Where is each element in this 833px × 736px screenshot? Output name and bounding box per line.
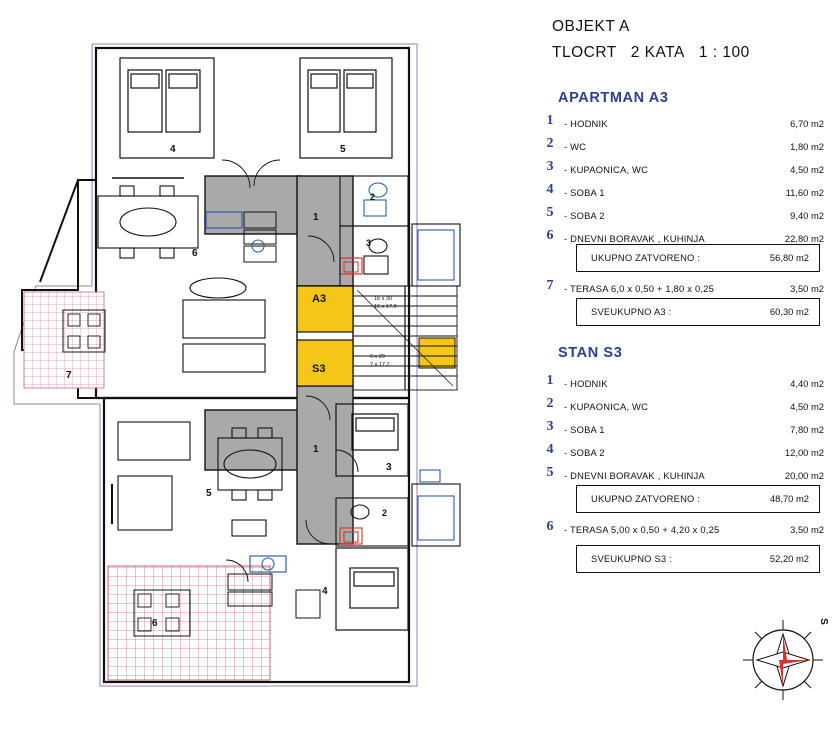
title-plan-scale: 1 : 100 [698,44,750,61]
svg-text:5: 5 [206,488,212,499]
row-area: 4,40 m2 [790,378,824,389]
total-closed-box-s3 [576,485,820,513]
row-number: 1 [546,373,554,388]
title-plan-floor: 2 KATA [630,44,685,61]
row-label: - TERASA 6,0 x 0,50 + 1,80 x 0,25 [564,283,715,294]
terrace-upper [24,292,105,388]
room-bed-4-lower [336,548,408,630]
row-area: 20,00 m2 [784,470,824,481]
row-label: - DNEVNI BORAVAK , KUHINJA [564,233,705,244]
svg-text:16 x 30: 16 x 30 [374,296,393,302]
row-label: - WC [564,141,587,152]
list-item [542,115,832,135]
row-number: 6 [546,519,554,534]
svg-text:4: 4 [170,144,176,155]
terrace-lower [108,566,270,680]
svg-text:3: 3 [366,238,372,248]
row-number: 5 [546,465,554,480]
grand-total-box-s3 [576,545,820,573]
title-plan-label: TLOCRT [552,44,617,61]
list-item [542,184,832,204]
svg-text:7 x 17.7: 7 x 17.7 [370,362,390,368]
row-number: 4 [546,182,554,197]
svg-text:16 x 17.0: 16 x 17.0 [374,304,397,310]
list-item [542,444,832,464]
svg-text:6 x 29: 6 x 29 [370,354,385,360]
row-area: 4,50 m2 [790,164,824,175]
list-item [542,467,832,487]
row-area: 12,00 m2 [784,447,824,458]
title-plan [552,44,750,62]
row-number: 2 [546,396,554,411]
row-number: 4 [546,442,554,457]
list-item [542,521,832,541]
list-item [542,375,832,395]
total-closed-label: UKUPNO ZATVORENO : [591,493,701,504]
row-area: 3,50 m2 [790,283,824,294]
grand-total-label: SVEUKUPNO S3 : [591,553,672,564]
list-item [542,398,832,418]
unit-label-a3: A3 [312,293,327,305]
list-item [542,421,832,441]
row-label: - HODNIK [564,378,608,389]
row-area: 9,40 m2 [790,210,824,221]
row-number: 5 [546,205,554,220]
row-label: - SOBA 2 [564,210,605,221]
compass-south-label: S [818,618,830,625]
unit-label-s3: S3 [312,363,326,375]
list-item [542,138,832,158]
section-heading-stan-s3: STAN S3 [558,345,623,361]
section-heading-apartman-a3: APARTMAN A3 [558,90,669,106]
row-area: 1,80 m2 [790,141,824,152]
grand-total-label: SVEUKUPNO A3 : [591,306,672,317]
row-number: 3 [546,159,554,174]
row-label: - HODNIK [564,118,608,129]
list-item [542,207,832,227]
svg-text:5: 5 [340,144,346,155]
total-closed-label: UKUPNO ZATVORENO : [591,252,701,263]
row-label: - TERASA 5,00 x 0,50 + 4,20 x 0,25 [564,524,720,535]
svg-text:6: 6 [152,618,158,629]
row-label: - SOBA 1 [564,424,605,435]
grand-total-area: 60,30 m2 [769,306,809,317]
info-panel [530,0,833,736]
row-label: - SOBA 1 [564,187,605,198]
total-closed-area: 56,80 m2 [769,252,809,263]
list-item [542,280,832,300]
row-area: 3,50 m2 [790,524,824,535]
compass-rose [735,612,831,708]
title-object: OBJEKT A [552,18,630,35]
svg-text:2: 2 [370,192,376,202]
row-area: 4,50 m2 [790,401,824,412]
svg-text:1: 1 [313,444,319,455]
room-bed-5 [300,58,392,158]
furniture-sofa-upper [183,278,265,372]
grand-total-box-a3 [576,298,820,326]
row-number: 6 [546,228,554,243]
list-item [542,161,832,181]
row-number: 7 [546,278,554,293]
total-closed-box-a3 [576,244,820,272]
svg-text:6: 6 [192,248,198,259]
grand-total-area: 52,20 m2 [769,553,809,564]
row-label: - KUPAONICA, WC [564,401,649,412]
room-bath-lower [336,470,460,546]
row-area: 11,60 m2 [785,187,824,198]
row-label: - DNEVNI BORAVAK , KUHINJA [564,470,705,481]
row-number: 2 [546,136,554,151]
svg-text:3: 3 [386,462,392,473]
svg-text:7: 7 [66,370,72,381]
svg-text:2: 2 [382,508,388,518]
svg-text:4: 4 [322,586,328,597]
row-label: - KUPAONICA, WC [564,164,649,175]
row-number: 3 [546,419,554,434]
row-label: - SOBA 2 [564,447,605,458]
row-area: 7,80 m2 [790,424,824,435]
row-area: 22,80 m2 [784,233,824,244]
room-bed-4 [120,58,214,158]
total-closed-area: 48,70 m2 [769,493,809,504]
row-number: 1 [546,113,554,128]
svg-text:1: 1 [313,212,319,223]
room-living-6 [98,178,198,258]
row-area: 6,70 m2 [790,118,824,129]
